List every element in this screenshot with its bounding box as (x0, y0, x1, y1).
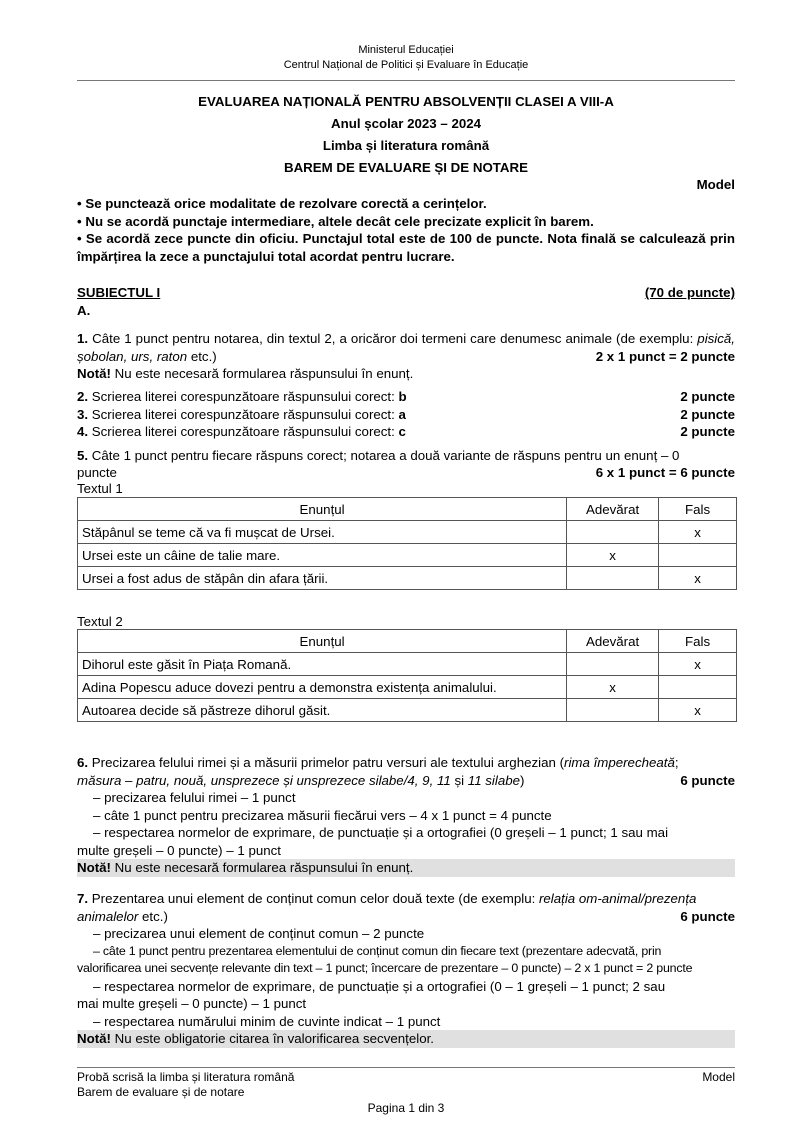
true-cell (567, 521, 659, 544)
q1-examples: pisică, șobolan, urs, raton (77, 331, 735, 364)
rule-item: • Se acordă zece puncte din oficiu. Punctajul total este de 100 de puncte. Nota finală se calculează prin împărțirea la zece a punctajului total acordat pentru lucrare. (77, 231, 735, 264)
q6-measure-example-end: 11 silabe (467, 772, 521, 788)
q7-text-end: etc.) (138, 908, 168, 924)
q2-text: Scrierea literei corespunzătoare răspunsului corect: (88, 389, 399, 404)
q7-criterion: – respectarea numărului minim de cuvinte indicat – 1 punct (93, 1013, 441, 1029)
questions-2-4 (77, 388, 735, 441)
question-4 (77, 423, 735, 441)
footer (77, 1070, 735, 1116)
q7-text: Prezentarea unui element de conținut comun celor două texte (de exemplu: (88, 891, 539, 906)
table-text-2 (77, 629, 735, 722)
statement-cell: Dihorul este găsit în Piața Romană. (78, 653, 567, 676)
statement-cell: Autoarea decide să păstreze dihorul găsit. (78, 699, 567, 722)
q6-measure-example: măsura – patru, nouă, unsprezece și unsprezece silabe/4, 9, 11 (77, 772, 451, 788)
false-cell: x (659, 699, 737, 722)
q7-number: 7. (77, 891, 89, 906)
q2-answer: b (398, 389, 407, 404)
q7-note-text: Nu este obligatorie citarea în valorificarea secvențelor. (110, 1031, 434, 1046)
question-2 (77, 388, 735, 406)
table-header (78, 630, 737, 653)
q5-text-end: puncte (77, 464, 117, 480)
q7-criterion: – precizarea unui element de conținut comun – 2 puncte (93, 926, 425, 941)
false-cell: x (659, 521, 737, 544)
q1-score: 2 x 1 punct = 2 puncte (595, 348, 735, 364)
table-row (78, 521, 737, 544)
q1-note-label: Notă! (77, 366, 111, 381)
statement-cell: Ursei este un câine de talie mare. (78, 544, 567, 567)
table2-label: Textul 2 (77, 614, 123, 629)
q5-number: 5. (77, 448, 89, 463)
q6-criterion: – precizarea felului rimei – 1 punct (93, 790, 296, 805)
footer-divider (77, 1067, 735, 1068)
q4-number: 4. (77, 424, 89, 439)
subject-heading (77, 284, 735, 319)
q6-separator: ; (674, 755, 679, 770)
barem-title: BAREM DE EVALUARE ȘI DE NOTARE (283, 160, 529, 175)
question-1 (77, 330, 735, 383)
q6-rhyme-example: rima împerecheată (564, 755, 675, 770)
table1-label: Textul 1 (77, 480, 123, 496)
q1-text-end: etc.) (187, 348, 217, 364)
false-cell: x (659, 567, 737, 590)
q6-criterion: – respectarea normelor de exprimare, de punctuație și a ortografiei (0 greșeli – 1 punct; 1 sau mai (93, 825, 669, 840)
q4-answer: c (398, 424, 406, 439)
q6-score: 6 puncte (680, 772, 735, 788)
q2-number: 2. (77, 389, 89, 404)
ministry-name: Ministerul Educației (358, 44, 454, 56)
q2-score: 2 puncte (680, 389, 735, 404)
table-row (78, 567, 737, 590)
question-5 (77, 447, 735, 497)
q6-text: Precizarea felului rimei și a măsurii primelor patru versuri ale textului arghezian ( (88, 755, 565, 770)
true-cell: x (567, 544, 659, 567)
q7-criterion: – câte 1 punct pentru prezentarea elementului de conținut comun din fiecare text (prezentare adecvată, prin (93, 943, 662, 958)
statement-cell: Stăpânul se teme că va fi mușcat de Ursei. (78, 521, 567, 544)
true-cell (567, 699, 659, 722)
q6-note-text: Nu este necesară formularea răspunsului în enunț. (110, 860, 414, 875)
footer-exam: Probă scrisă la limba și literatura română (77, 1070, 295, 1084)
q3-answer: a (398, 406, 406, 422)
q6-criterion: multe greșeli – 0 puncte) – 1 punct (77, 842, 282, 858)
rule-item: • Se punctează orice modalitate de rezolvare corectă a cerințelor. (77, 196, 487, 211)
header-true: Adevărat (567, 630, 659, 653)
q7-note (77, 1030, 735, 1048)
q7-example: relația om-animal/prezența animalelor (77, 891, 697, 924)
center-name: Centrul Național de Politici și Evaluare în Educație (283, 59, 529, 71)
question-7 (77, 890, 735, 1048)
q7-note-label: Notă! (77, 1031, 111, 1046)
statement-cell: Ursei a fost adus de stăpân din afara țării. (78, 567, 567, 590)
page-number: Pagina 1 din 3 (367, 1101, 445, 1115)
table-row (78, 653, 737, 676)
q3-score: 2 puncte (680, 406, 735, 422)
true-cell (567, 567, 659, 590)
q3-text: Scrierea literei corespunzătoare răspunsului corect: (88, 406, 399, 422)
q7-criterion: – respectarea normelor de exprimare, de punctuație și a ortografiei (0 – 1 greșeli – 1 punct; 2 sau (93, 978, 666, 994)
header-statement: Enunțul (78, 630, 567, 653)
statement-cell: Adina Popescu aduce dovezi pentru a demonstra existența animalului. (78, 676, 567, 699)
q7-criterion: valorificarea unei secvențe relevante din text – 1 punct; încercare de prezentare – 0 puncte) – 2 x 1 punct = 2 puncte (77, 961, 693, 975)
q5-text: Câte 1 punct pentru fiecare răspuns corect; notarea a două variante de răspuns pentru un enunț – 0 (88, 448, 680, 463)
subject-points: (70 de puncte) (644, 285, 735, 300)
q6-conjunction: și (450, 772, 468, 788)
table-header (78, 498, 737, 521)
q7-score: 6 puncte (680, 908, 735, 924)
q3-number: 3. (77, 406, 89, 422)
general-rules (77, 195, 735, 265)
q5-score: 6 x 1 punct = 6 puncte (595, 464, 735, 480)
header-true: Adevărat (567, 498, 659, 521)
question-3 (77, 406, 735, 424)
exam-title: EVALUAREA NAȚIONALĂ PENTRU ABSOLVENȚII CLASEI A VIII-A (198, 94, 614, 109)
q6-number: 6. (77, 755, 89, 770)
q1-number: 1. (77, 331, 89, 346)
document-title (77, 91, 735, 179)
table-row (78, 544, 737, 567)
table-row (78, 699, 737, 722)
q1-note: Nu este necesară formularea răspunsului în enunț. (110, 366, 414, 381)
footer-barem: Barem de evaluare și de notare (77, 1085, 245, 1099)
q7-criterion: mai multe greșeli – 0 puncte) – 1 punct (77, 996, 307, 1011)
school-year: Anul școlar 2023 – 2024 (330, 116, 482, 131)
ministry-header (77, 43, 735, 73)
q1-text: Câte 1 punct pentru notarea, din textul 2, a oricăror doi termeni care denumesc animale (de exemplu: (88, 331, 698, 346)
header-false: Fals (659, 498, 737, 521)
rule-item: • Nu se acordă punctaje intermediare, altele decât cele precizate explicit în barem. (77, 213, 594, 229)
footer-model: Model (702, 1070, 735, 1084)
false-cell (659, 544, 737, 567)
header-statement: Enunțul (78, 498, 567, 521)
q6-note (77, 859, 735, 877)
table-row (78, 676, 737, 699)
q4-score: 2 puncte (680, 424, 735, 439)
header-false: Fals (659, 630, 737, 653)
header-divider (77, 80, 735, 81)
subject-part: A. (77, 302, 91, 318)
table-text-1 (77, 497, 735, 590)
subject-title: SUBIECTUL I (77, 285, 161, 300)
subject-name: Limba și literatura română (322, 138, 490, 153)
q6-paren: ) (520, 772, 525, 788)
question-6 (77, 754, 735, 877)
q6-note-label: Notă! (77, 860, 111, 875)
true-cell: x (567, 676, 659, 699)
false-cell: x (659, 653, 737, 676)
true-cell (567, 653, 659, 676)
model-label: Model (696, 177, 735, 192)
false-cell (659, 676, 737, 699)
q6-criterion: – câte 1 punct pentru precizarea măsurii fiecărui vers – 4 x 1 punct = 4 puncte (93, 807, 552, 823)
q4-text: Scrierea literei corespunzătoare răspunsului corect: (88, 424, 399, 439)
